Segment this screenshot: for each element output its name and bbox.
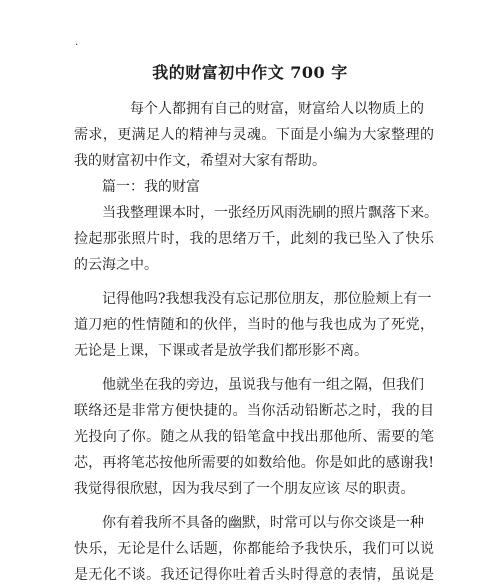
- paragraph-line: 联络还是非常方便快捷的。当你活动铅断芯之时，我的目: [74, 403, 434, 419]
- section-heading: 篇一：我的财富: [102, 179, 200, 195]
- paragraph-line: 是无化不谈。我还记得你吐着舌头时得意的表情，虽说是: [74, 567, 434, 583]
- paragraph-line: 我的财富初中作文，希望对大家有帮助。: [74, 153, 326, 169]
- paragraph-line: 的云海之中。: [74, 257, 158, 273]
- page-mark: ·: [75, 40, 79, 51]
- paragraph-line: 快乐，无论是什么话题，你都能给予我快乐，我们可以说: [74, 541, 434, 557]
- paragraph-line: 需求，更满足人的精神与灵魂。下面是小编为大家整理的: [74, 127, 434, 143]
- paragraph-line: 当我整理课本时，一张经历风雨洗刷的照片飘落下来。: [102, 205, 438, 221]
- paragraph-line: 记得他吗?我想我没有忘记那位朋友，那位脸颊上有一: [102, 291, 432, 307]
- paragraph-line: 芯，再将笔芯按他所需要的如数给他。你是如此的感谢我!: [74, 455, 434, 471]
- paragraph-line: 道刀疤的性情随和的伙伴，当时的他与我也成为了死党，: [74, 317, 434, 333]
- paragraph-line: 光投向了你。随之从我的铅笔盒中找出那他所、需要的笔: [74, 429, 434, 445]
- paragraph-line: 捡起那张照片时，我的思绪万千，此刻的我已坠入了快乐: [74, 231, 434, 247]
- paragraph-line: 你有着我所不具备的幽默，时常可以与你交谈是一种: [102, 515, 424, 531]
- paragraph-line: 每个人都拥有自己的财富，财富给人以物质上的: [130, 101, 424, 117]
- document-title: 我的财富初中作文 700 字: [152, 63, 348, 82]
- paragraph-line: 无论是上课，下课或者是放学我们都形影不离。: [74, 343, 368, 359]
- paragraph-line: 他就坐在我的旁边，虽说我与他有一组之隔，但我们: [102, 377, 424, 393]
- document-body: [74, 96, 438, 588]
- paragraph-line: 我觉得很欣慰，因为我尽到了一个朋友应该 尽的职责。: [74, 481, 415, 497]
